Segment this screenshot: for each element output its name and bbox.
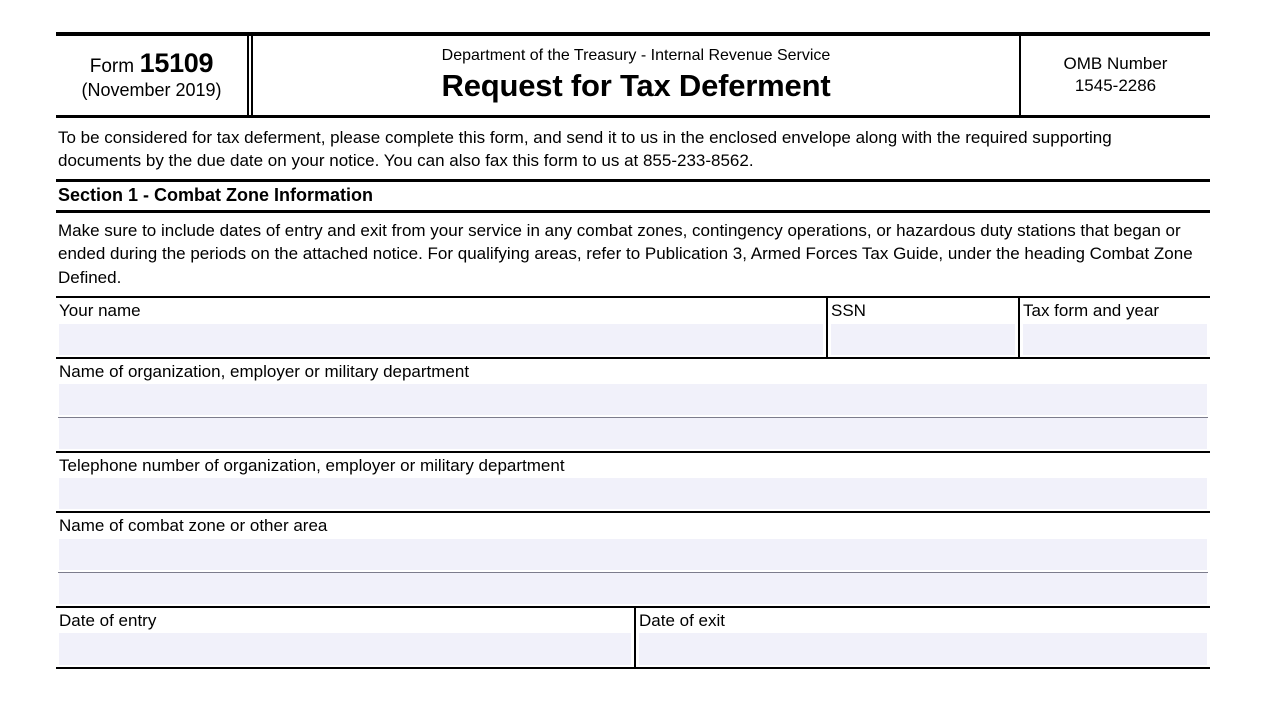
field-organization-phone <box>56 453 1210 511</box>
section-1-title: Section 1 - Combat Zone Information <box>58 184 374 205</box>
section-1-note: Make sure to include dates of entry and exit from your service in any combat zones, contingency operations, or hazardous duty stations that began or ended during the periods on the attached notice. For qualifying areas, refer to Publication 3, Armed Forces Tax Guide, under the heading Combat Zone Defined. <box>58 220 1193 287</box>
input-ssn[interactable] <box>831 324 1015 355</box>
page-title: Request for Tax Deferment <box>441 67 831 103</box>
input-date-of-entry[interactable] <box>59 633 631 665</box>
field-date-of-exit <box>634 608 1210 667</box>
intro-paragraph: To be considered for tax deferment, please complete this form, and send it to us in the enclosed envelope along with the required supporting documents by the due date on your notice. You can also fax this form to us at 855-233-8562. <box>58 128 1112 171</box>
row-organization-phone <box>56 451 1210 511</box>
omb-label: OMB Number <box>1063 54 1168 74</box>
department-line: Department of the Treasury - Internal Revenue Service <box>441 46 831 64</box>
input-tax-form-and-year[interactable] <box>1023 324 1207 355</box>
input-your-name[interactable] <box>59 324 823 355</box>
form-15109 <box>56 32 1210 669</box>
field-label-tax-form-and-year: Tax form and year <box>1023 301 1160 321</box>
omb-block <box>1019 36 1210 115</box>
field-label-date-of-exit: Date of exit <box>639 610 725 630</box>
field-tax-form-and-year <box>1018 298 1210 356</box>
field-label-date-of-entry: Date of entry <box>59 610 157 630</box>
row-combat-zone-name <box>56 511 1210 605</box>
section-1-header <box>56 179 1210 213</box>
field-combat-zone-name <box>56 513 1210 605</box>
input-combat-zone-name-line1[interactable] <box>59 539 1207 570</box>
field-label-combat-zone-name: Name of combat zone or other area <box>59 516 328 536</box>
form-number-line <box>90 48 213 79</box>
field-date-of-entry <box>56 608 634 667</box>
row-name-ssn-taxform <box>56 296 1210 356</box>
field-label-organization-phone: Telephone number of organization, employer or military department <box>59 456 565 476</box>
field-organization-name <box>56 359 1210 451</box>
omb-number: 1545-2286 <box>1074 75 1157 95</box>
field-label-your-name: Your name <box>59 301 141 321</box>
input-organization-name-line2[interactable] <box>59 418 1207 449</box>
row-organization-name <box>56 357 1210 451</box>
form-word-label: Form <box>89 55 135 77</box>
input-combat-zone-name-line2[interactable] <box>59 573 1207 604</box>
field-your-name <box>56 298 826 356</box>
input-date-of-exit[interactable] <box>639 633 1207 665</box>
form-number-block <box>56 36 249 115</box>
form-number-value: 15109 <box>139 47 214 78</box>
field-label-ssn: SSN <box>831 301 866 321</box>
form-header <box>56 32 1210 118</box>
form-title-block <box>253 36 1019 115</box>
row-dates <box>56 606 1210 669</box>
form-revision-date: (November 2019) <box>81 79 222 100</box>
input-organization-phone[interactable] <box>59 478 1207 509</box>
field-ssn <box>826 298 1018 356</box>
input-organization-name-line1[interactable] <box>59 384 1207 415</box>
field-label-organization-name: Name of organization, employer or military department <box>59 361 470 381</box>
